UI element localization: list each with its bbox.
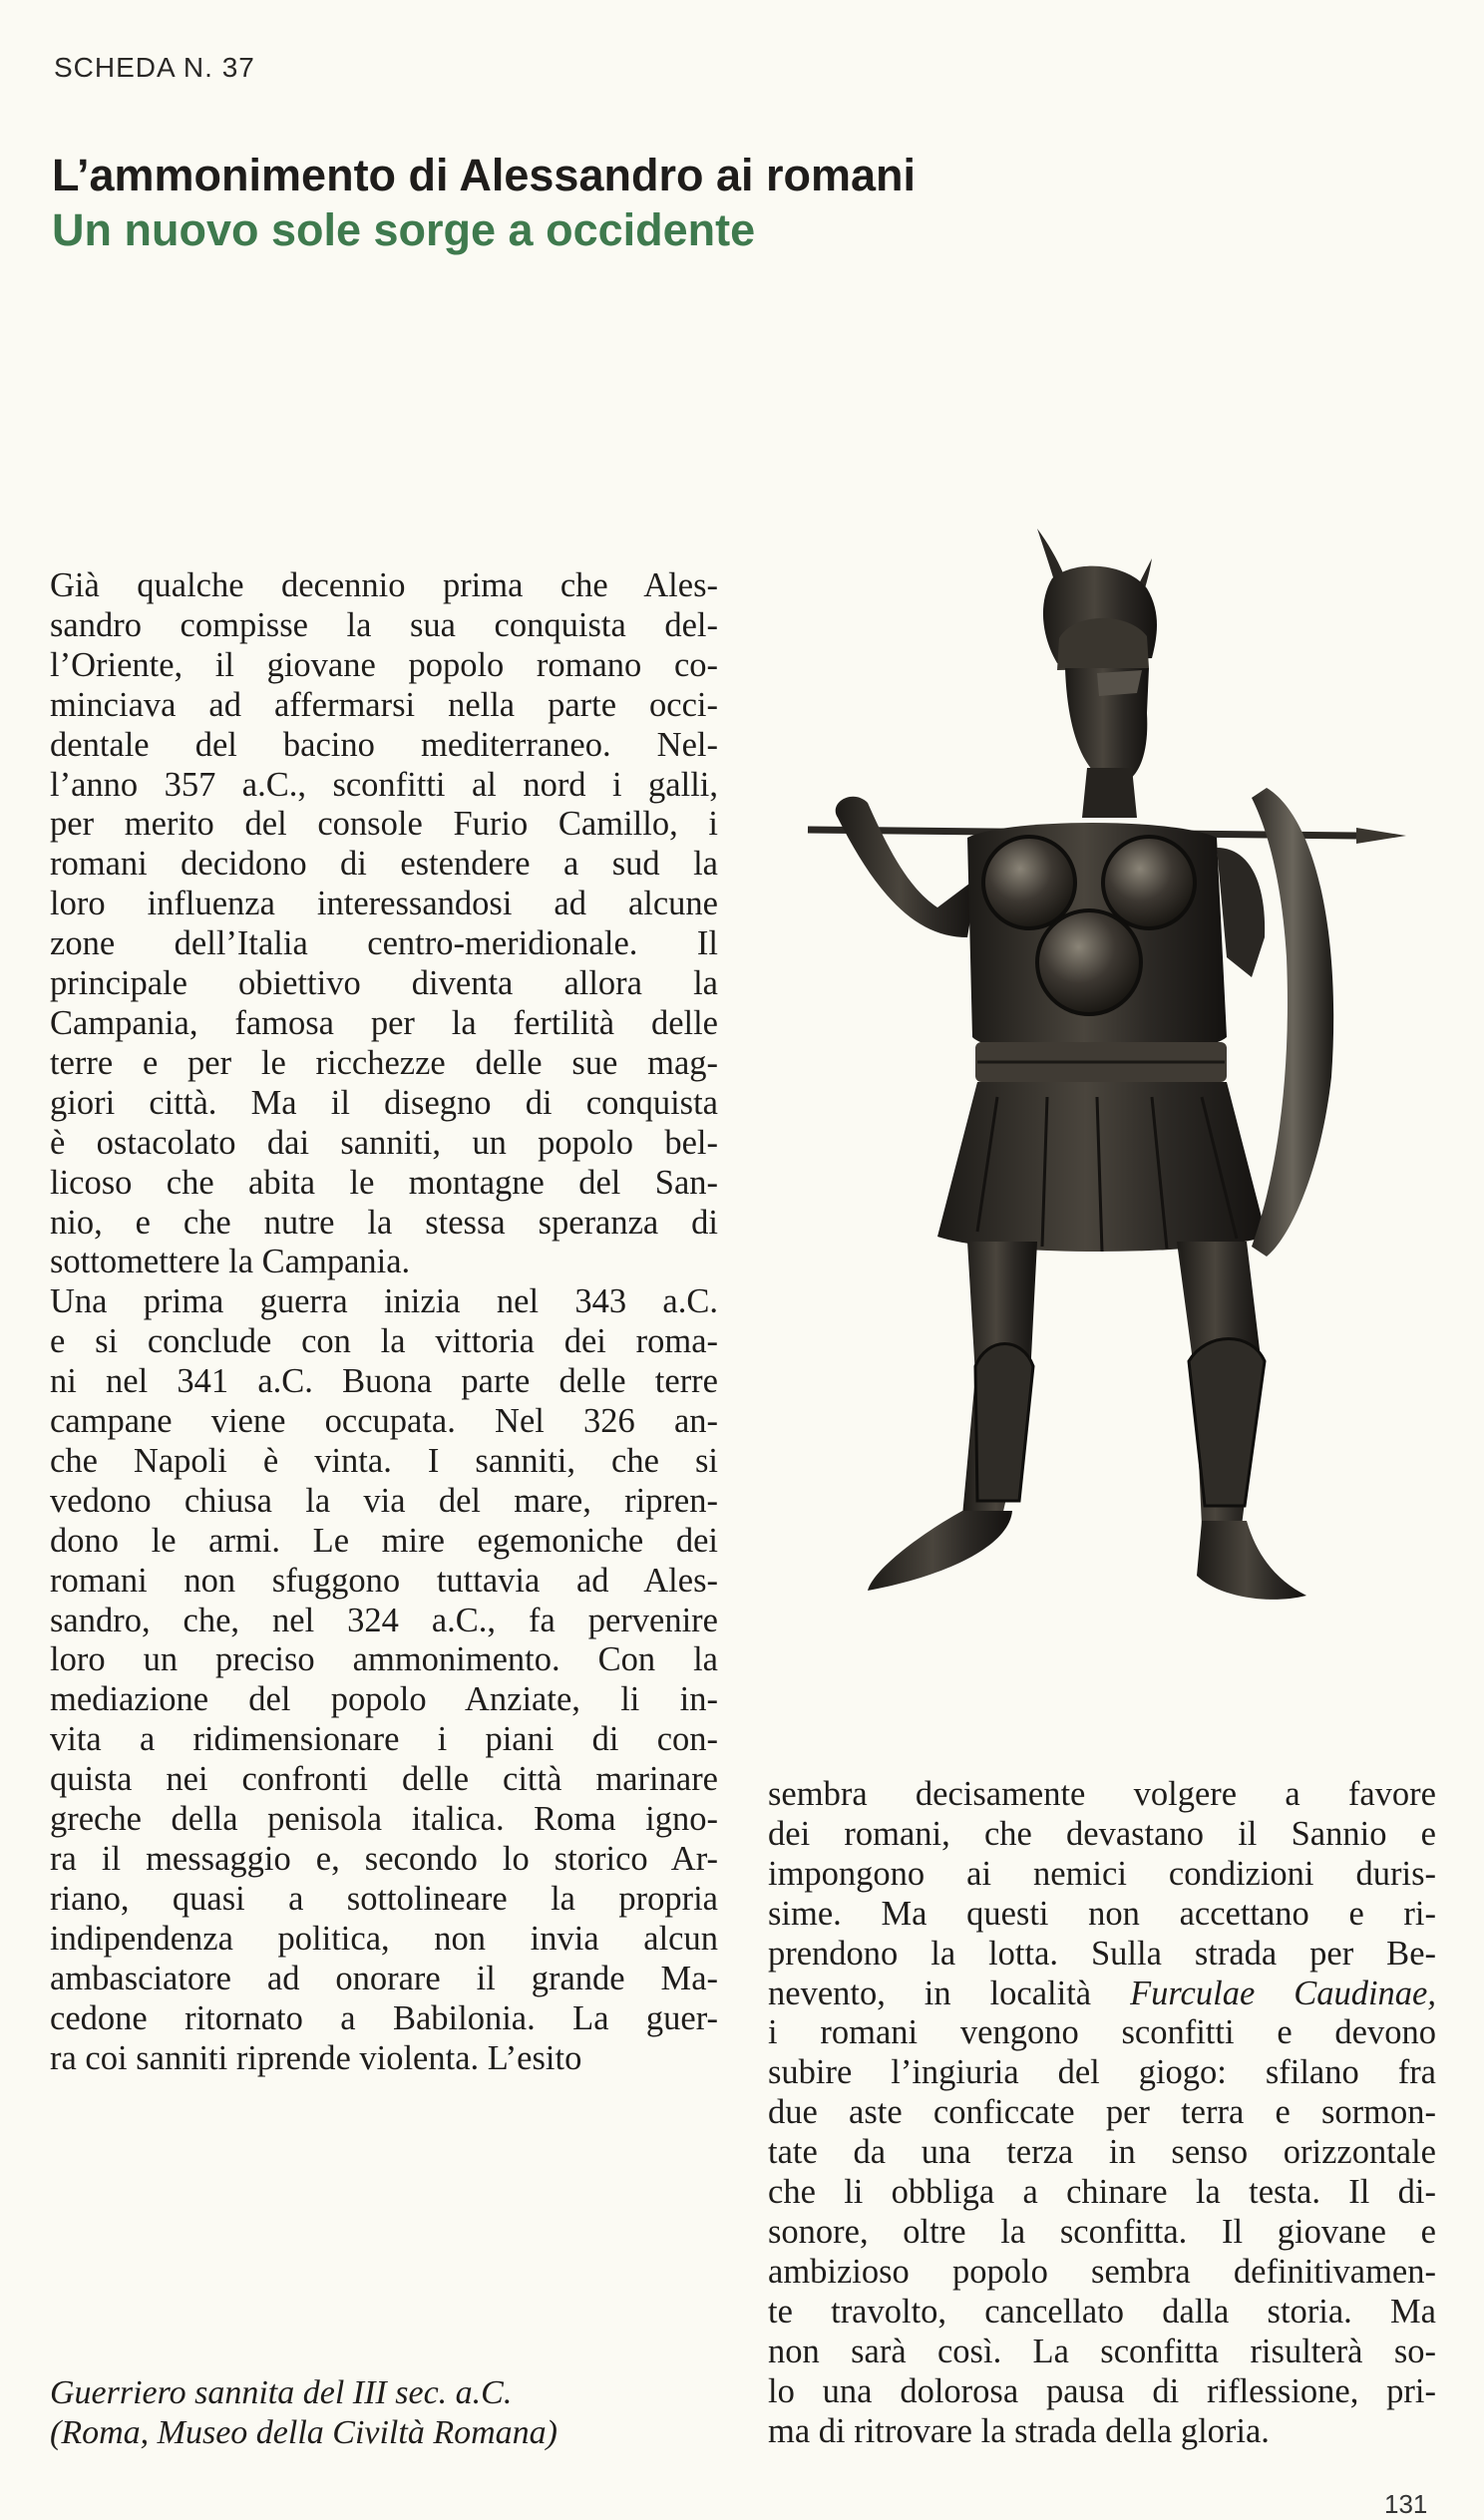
text-line: l’Oriente, il giovane popolo romano co- (50, 645, 718, 684)
text-line: te travolto, cancellato dalla storia. Ma (768, 2292, 1436, 2331)
text-line: mediazione del popolo Anziate, li in- (50, 1680, 718, 1719)
text-line: per merito del console Furio Camillo, i (50, 805, 718, 844)
text-line: impongono ai nemici condizioni duris- (768, 1854, 1436, 1893)
text-line: lo una dolorosa pausa di riflessione, pri- (768, 2371, 1436, 2410)
text-line: sottomettere la Campania. (50, 1243, 411, 1281)
text-line: l’anno 357 a.C., sconfitti al nord i galli, (50, 765, 718, 804)
text-line: principale obiettivo diventa allora la (50, 964, 718, 1003)
text-line: sandro compisse la sua conquista del- (50, 605, 718, 644)
text-line: ni nel 341 a.C. Buona parte delle terre (50, 1362, 718, 1401)
text-line: due aste conficcate per terra e sormon- (768, 2093, 1436, 2132)
text-line: non sarà così. La sconfitta risulterà so- (768, 2332, 1436, 2370)
caption-line: (Roma, Museo della Civiltà Romana) (50, 2414, 557, 2451)
text-line: prendono la lotta. Sulla strada per Be- (768, 1934, 1436, 1973)
place-name-italic: Furculae Caudinae, (1130, 1974, 1436, 2012)
text-line: licoso che abita le montagne del San- (50, 1163, 718, 1202)
text-line: loro influenza interessandosi ad alcune (50, 885, 718, 923)
text-segment: nevento, in località (768, 1974, 1131, 2012)
text-line: terre e per le ricchezze delle sue mag- (50, 1043, 718, 1082)
text-line: riano, quasi a sottolineare la propria (50, 1879, 718, 1918)
text-line: dei romani, che devastano il Sannio e (768, 1814, 1436, 1853)
page-subtitle: Un nuovo sole sorge a occidente (52, 204, 756, 255)
text-line (768, 1975, 1436, 2014)
samnite-warrior-statue-image (798, 519, 1416, 1715)
text-line: greche della penisola italica. Roma igno- (50, 1800, 718, 1839)
text-line: che li obbliga a chinare la testa. Il di- (768, 2173, 1436, 2212)
right-text-column (768, 1775, 1436, 2451)
text-line: i romani vengono sconfitti e devono (768, 2013, 1436, 2052)
text-line: ma di ritrovare la strada della gloria. (768, 2411, 1270, 2450)
text-line: quista nei confronti delle città marinare (50, 1760, 718, 1799)
text-line: sime. Ma questi non accettano e ri- (768, 1894, 1436, 1933)
text-line: loro un preciso ammonimento. Con la (50, 1640, 718, 1679)
text-line: romani non sfuggono tuttavia ad Ales- (50, 1561, 718, 1600)
text-line: giori città. Ma il disegno di conquista (50, 1083, 718, 1122)
text-line: sandro, che, nel 324 a.C., fa pervenire (50, 1601, 718, 1639)
figure-caption (50, 2373, 728, 2453)
text-line: zone dell’Italia centro-meridionale. Il (50, 924, 718, 963)
text-line: Già qualche decennio prima che Ales- (50, 566, 718, 604)
page-title: L’ammonimento di Alessandro ai romani (52, 150, 917, 200)
text-line: minciava ad affermarsi nella parte occi- (50, 685, 718, 724)
caption-line: Guerriero sannita del III sec. a.C. (50, 2374, 513, 2411)
text-line: vedono chiusa la via del mare, ripren- (50, 1481, 718, 1520)
text-line: Una prima guerra inizia nel 343 a.C. (50, 1282, 718, 1321)
text-line: è ostacolato dai sanniti, un popolo bel- (50, 1123, 718, 1162)
text-line: cedone ritornato a Babilonia. La guer- (50, 1998, 718, 2037)
text-line: subire l’ingiuria del giogo: sfilano fra (768, 2053, 1436, 2092)
text-line: indipendenza politica, non invia alcun (50, 1919, 718, 1958)
text-line: sonore, oltre la sconfitta. Il giovane e (768, 2212, 1436, 2251)
left-text-column (50, 566, 718, 2078)
text-line: ra coi sanniti riprende violenta. L’esito (50, 2038, 582, 2077)
text-line: romani decidono di estendere a sud la (50, 845, 718, 884)
page-number: 131 (1384, 2489, 1428, 2519)
text-line: ambizioso popolo sembra definitivamen- (768, 2252, 1436, 2291)
text-line: ambasciatore ad onorare il grande Ma- (50, 1959, 718, 1997)
text-line: e si conclude con la vittoria dei roma- (50, 1322, 718, 1361)
text-line: campane viene occupata. Nel 326 an- (50, 1402, 718, 1441)
text-line: sembra decisamente volgere a favore (768, 1775, 1436, 1813)
scheda-number: SCHEDA N. 37 (54, 52, 255, 83)
text-line: nio, e che nutre la stessa speranza di (50, 1203, 718, 1242)
text-line: dentale del bacino mediterraneo. Nel- (50, 725, 718, 764)
text-line: ra il messaggio e, secondo lo storico Ar- (50, 1840, 718, 1878)
text-line: che Napoli è vinta. I sanniti, che si (50, 1441, 718, 1480)
text-line: tate da una terza in senso orizzontale (768, 2133, 1436, 2172)
text-line: vita a ridimensionare i piani di con- (50, 1720, 718, 1759)
text-line: Campania, famosa per la fertilità delle (50, 1003, 718, 1042)
text-line: dono le armi. Le mire egemoniche dei (50, 1521, 718, 1560)
